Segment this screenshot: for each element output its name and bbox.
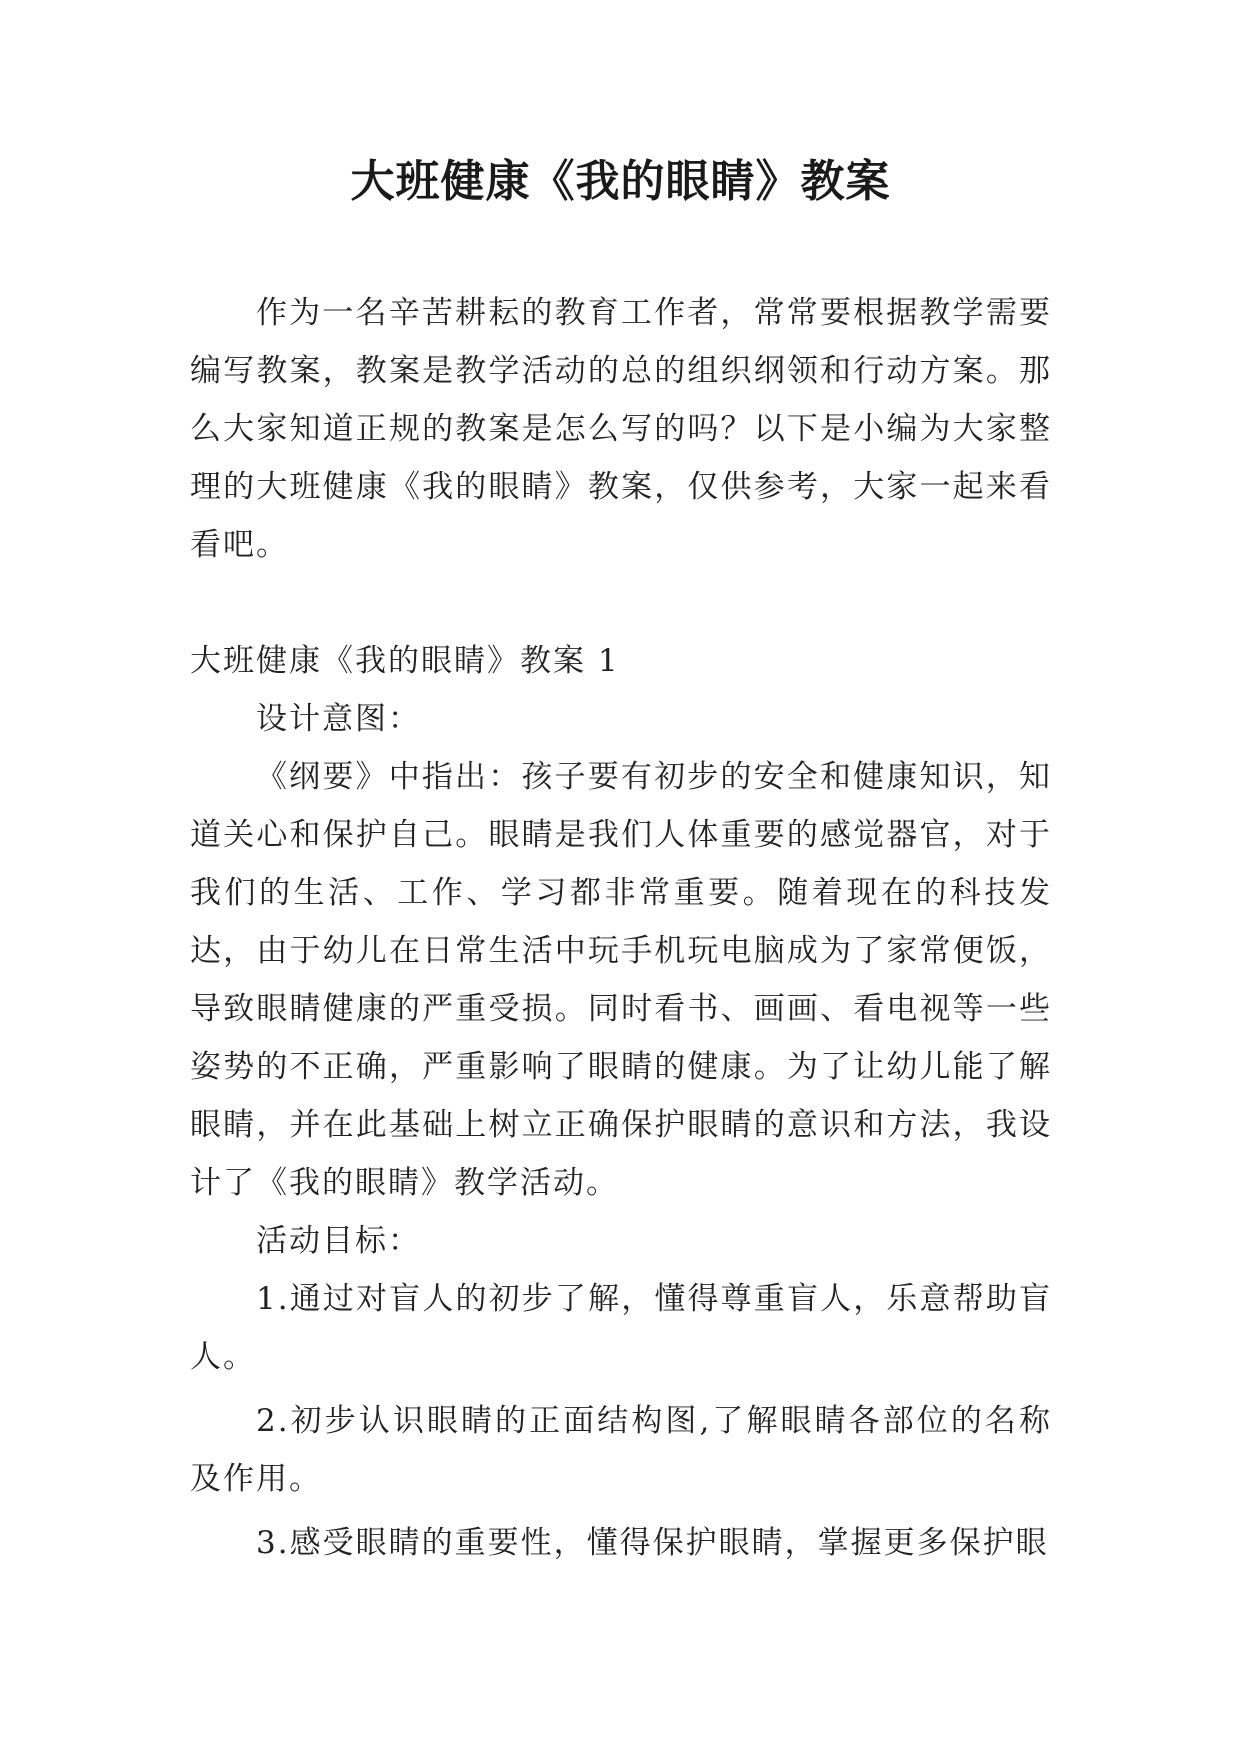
- intro-section: [190, 284, 1052, 574]
- section-heading: 大班健康《我的眼睛》教案 1: [190, 643, 620, 679]
- lesson-plan-section: [190, 632, 1052, 1572]
- document-title: 大班健康《我的眼睛》教案: [350, 156, 891, 207]
- intro-paragraph: 作为一名辛苦耕耘的教育工作者，常常要根据教学需要编写教案，教案是教学活动的总的组织纲领和行动方案。那么大家知道正规的教案是怎么写的吗？以下是小编为大家整理的大班健康《我的眼睛》教案，仅供参考，大家一起来看看吧。: [190, 295, 1052, 563]
- goal-item-1: 1.通过对盲人的初步了解，懂得尊重盲人，乐意帮助盲人。: [190, 1281, 1052, 1375]
- goal-item-2: 2.初步认识眼睛的正面结构图,了解眼睛各部位的名称及作用。: [190, 1403, 1052, 1497]
- design-intent-paragraph: 《纲要》中指出：孩子要有初步的安全和健康知识，知道关心和保护自己。眼睛是我们人体重要的感觉器官，对于我们的生活、工作、学习都非常重要。随着现在的科技发达，由于幼儿在日常生活中玩手机玩电脑成为了家常便饭，导致眼睛健康的严重受损。同时看书、画画、看电视等一些姿势的不正确，严重影响了眼睛的健康。为了让幼儿能了解眼睛，并在此基础上树立正确保护眼睛的意识和方法，我设计了《我的眼睛》教学活动。: [190, 759, 1052, 1201]
- goal-item-3: 3.感受眼睛的重要性，懂得保护眼睛，掌握更多保护眼: [256, 1525, 1049, 1561]
- design-intent-label: 设计意图：: [256, 701, 421, 737]
- goals-label: 活动目标：: [256, 1223, 421, 1259]
